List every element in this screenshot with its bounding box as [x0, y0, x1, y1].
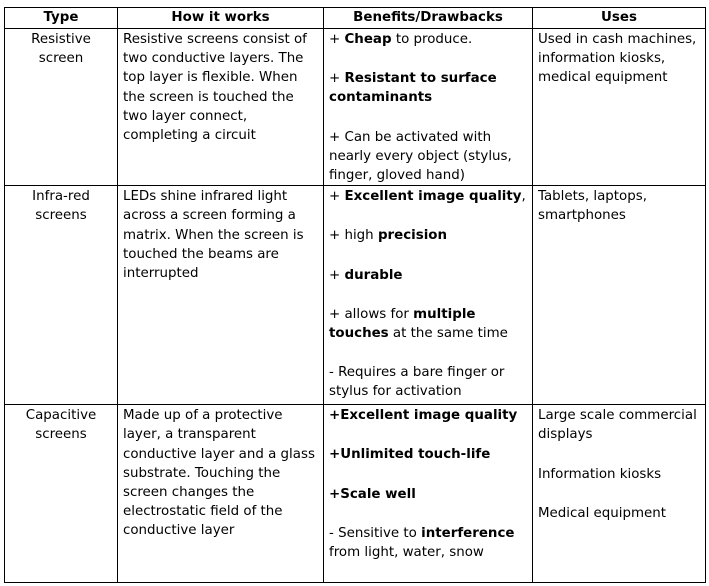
- header-uses: Uses: [533, 8, 706, 29]
- header-benefits-drawbacks: Benefits/Drawbacks: [324, 8, 533, 29]
- benefit-item: + durable: [329, 267, 403, 283]
- table-row: [5, 29, 706, 186]
- cell-benefits: [324, 186, 533, 405]
- use-item: Large scale commercial displays: [538, 408, 697, 443]
- table-row: [5, 186, 706, 405]
- cell-benefits: [324, 29, 533, 186]
- cell-uses: [533, 186, 706, 405]
- cell-how-it-works: LEDs shine infrared light across a screen forming a matrix. When the screen is touched the beams are interrupted: [118, 186, 324, 405]
- benefit-item: + Cheap to produce.: [329, 32, 473, 47]
- cell-type: Capacitive screens: [5, 405, 118, 583]
- cell-uses: [533, 405, 706, 583]
- benefit-item: +Unlimited touch-life: [329, 447, 491, 463]
- cell-type: Infra-red screens: [5, 186, 118, 405]
- benefit-item: +Scale well: [329, 486, 416, 502]
- header-row: [5, 8, 706, 29]
- use-item: Medical equipment: [538, 505, 667, 521]
- benefit-item: +Excellent image quality: [329, 408, 518, 424]
- benefit-item: + Can be activated with nearly every object (stylus, finger, gloved hand): [329, 129, 512, 184]
- cell-how-it-works: Resistive screens consist of two conductive layers. The top layer is flexible. When the screen is touched the two layer connect, completing a circuit: [118, 29, 324, 186]
- drawback-item: - Requires a bare finger or stylus for activation: [329, 365, 505, 400]
- cell-benefits: [324, 405, 533, 583]
- cell-uses: [533, 29, 706, 186]
- benefit-item: + high precision: [329, 228, 448, 244]
- touchscreen-comparison-table: [4, 7, 706, 583]
- benefit-item: + Excellent image quality,: [329, 189, 526, 205]
- drawback-item: - Sensitive to interference from light, water, snow: [329, 525, 515, 561]
- table-row: [5, 405, 706, 583]
- header-type: Type: [5, 8, 118, 29]
- use-item: Information kiosks: [538, 466, 662, 482]
- cell-type: Resistive screen: [5, 29, 118, 186]
- benefit-item: + Resistant to surface contaminants: [329, 71, 497, 106]
- cell-how-it-works: Made up of a protective layer, a transparent conductive layer and a glass substrate. Touching the screen changes the electrostatic field of the conductive layer: [118, 405, 324, 583]
- benefit-item: + allows for multiple touches at the same time: [329, 306, 508, 342]
- use-item: Tablets, laptops, smartphones: [538, 189, 647, 224]
- header-how-it-works: How it works: [118, 8, 324, 29]
- use-item: Used in cash machines, information kiosks, medical equipment: [538, 32, 697, 86]
